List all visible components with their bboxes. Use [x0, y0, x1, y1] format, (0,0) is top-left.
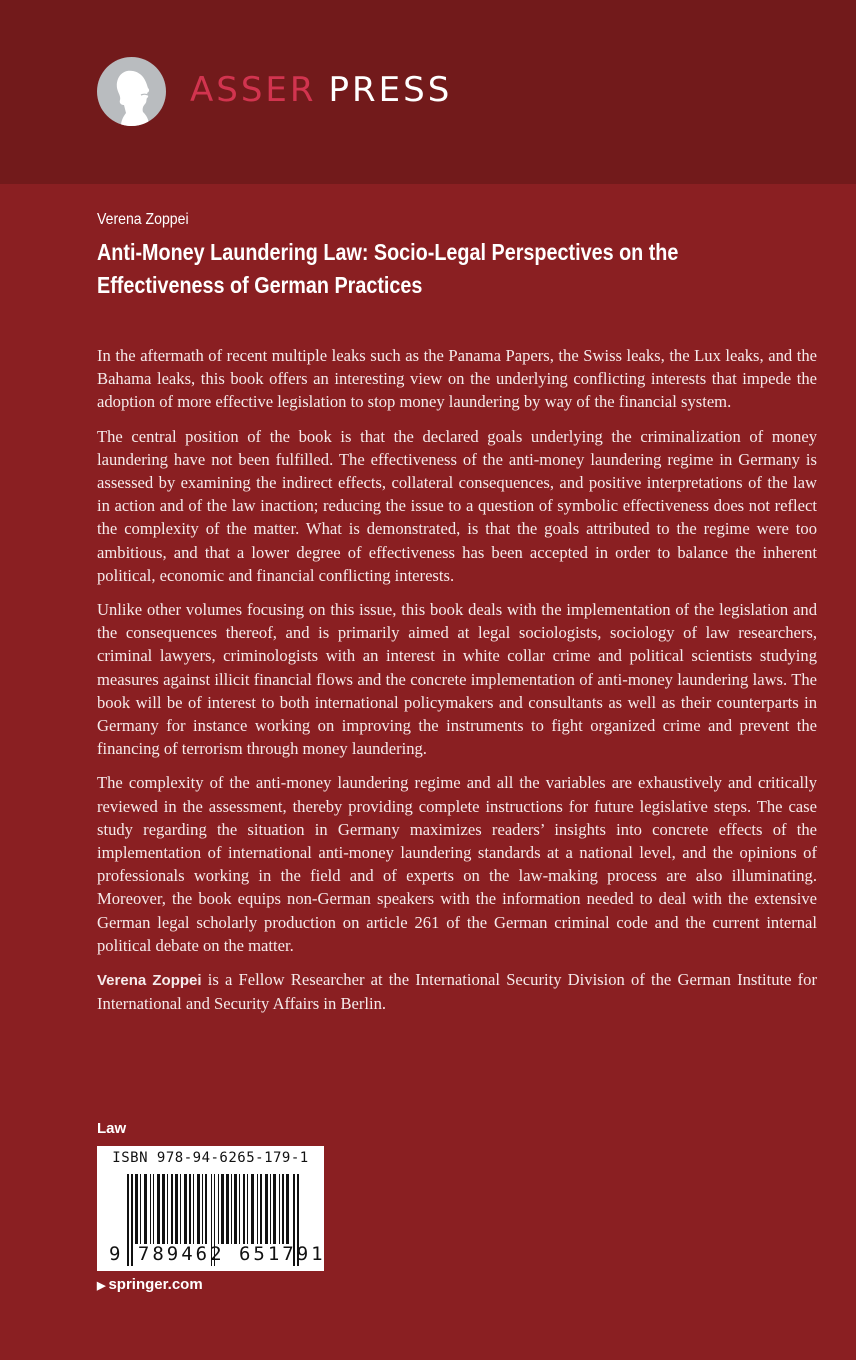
- subject-category: Law: [97, 1120, 127, 1137]
- book-description: [97, 344, 817, 1026]
- publisher-website[interactable]: [97, 1276, 203, 1293]
- book-author: Verena Zoppei: [97, 211, 189, 228]
- publisher-name: [190, 70, 452, 110]
- book-title: Anti-Money Laundering Law: Socio-Legal Perspectives on the Effectiveness of German Practices: [97, 239, 679, 298]
- author-bio-text: is a Fellow Researcher at the International Security Division of the German Institute for International and Security Affairs in Berlin.: [97, 970, 817, 1014]
- triangle-right-icon: ▶: [97, 1280, 106, 1292]
- isbn-barcode-box: [97, 1146, 324, 1271]
- publisher-name-asser: ASSER: [190, 70, 317, 110]
- publisher-name-press: PRESS: [328, 70, 453, 110]
- author-bio-name: Verena Zoppei: [97, 972, 202, 990]
- description-paragraph: In the aftermath of recent multiple leaks such as the Panama Papers, the Swiss leaks, the Lux leaks, and the Bahama leaks, this book offers an interesting view on the underlying conflicting interests that impede the adoption of more effective legislation to stop money laundering by way of the financial system.: [97, 346, 817, 412]
- publisher-logo: [97, 57, 166, 126]
- portrait-silhouette-icon: [97, 57, 166, 126]
- author-bio: [97, 968, 817, 1015]
- description-paragraph: The complexity of the anti-money laundering regime and all the variables are exhaustively and critically reviewed in the assessment, thereby providing complete instructions for future legislative steps. The case study regarding the situation in Germany maximizes readers’ insights into concrete effects of the implementation of international anti-money laundering standards at a national level, and the opinions of professionals working in the field and of experts on the law-making process are also illuminating. Moreover, the book equips non-German speakers with the information needed to deal with the extensive German legal scholarly production on article 261 of the German criminal code and the current internal political debate on the matter.: [97, 773, 817, 955]
- ean-digits: 9 789462 651791: [109, 1243, 326, 1265]
- website-link[interactable]: springer.com: [108, 1276, 203, 1293]
- description-paragraph: The central position of the book is that the declared goals underlying the criminalization of money laundering have not been fulfilled. The effectiveness of the anti-money laundering regime in Germany is assessed by examining the indirect effects, collateral consequences, and positive interpretations of the law in action and of the law inaction; reducing the issue to a question of symbolic effectiveness does not reflect the complexity of the matter. What is demonstrated, is that the goals attributed to the regime were too ambitious, and that a lower degree of effectiveness has been accepted in order to balance the inherent political, economic and financial conflicting interests.: [97, 426, 817, 585]
- isbn-label: ISBN 978-94-6265-179-1: [112, 1150, 309, 1166]
- description-paragraph: Unlike other volumes focusing on this issue, this book deals with the implementation of the legislation and the consequences thereof, and is primarily aimed at legal sociologists, sociology of law researchers, criminal lawyers, criminologists with an interest in white collar crime and political scientists studying measures against illicit financial flows and the concrete implementation of anti-money laundering laws. The book will be of interest to both international policymakers and consultants as well as their counterparts in Germany for instance working on improving the instruments to fight organized crime and prevent the financing of terrorism through money laundering.: [97, 600, 817, 759]
- title-block: [97, 210, 777, 302]
- publisher-header: [0, 0, 856, 184]
